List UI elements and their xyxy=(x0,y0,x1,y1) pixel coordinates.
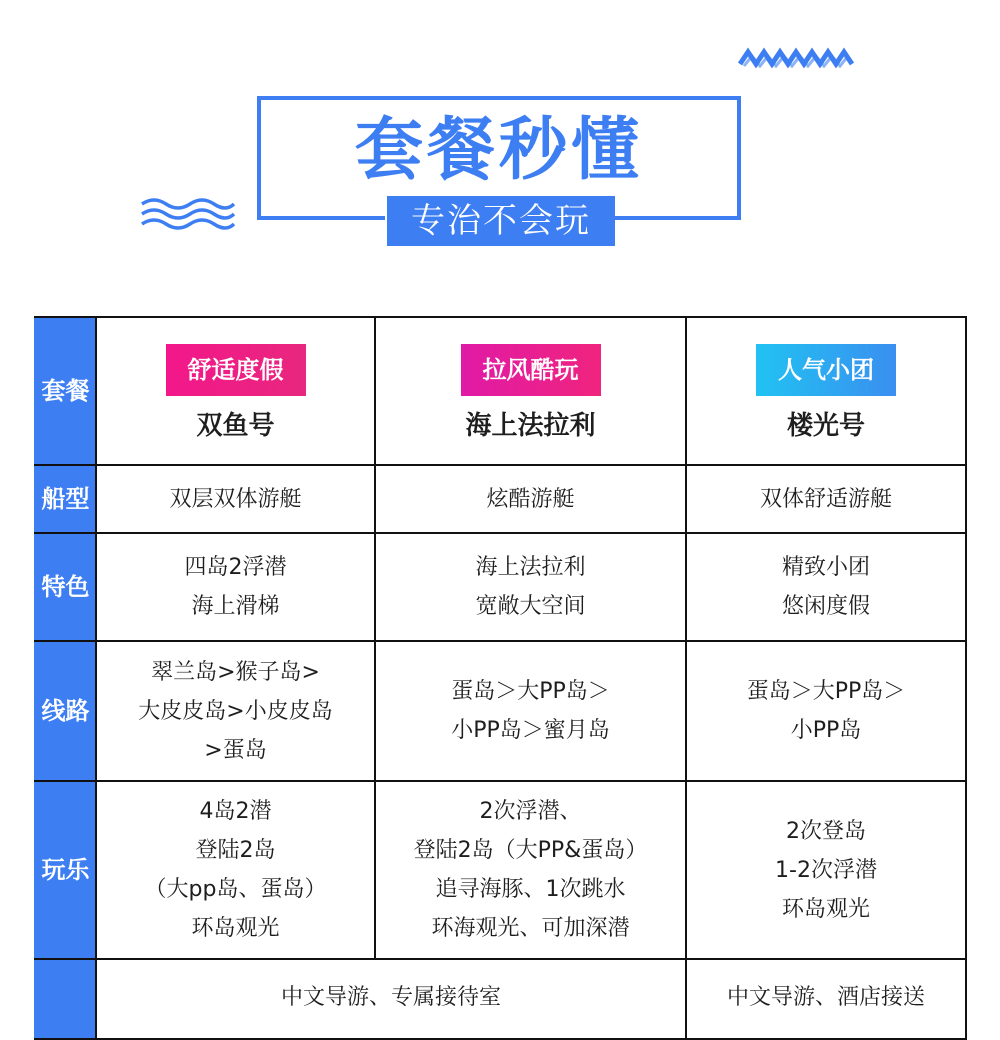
cell-line: 追寻海豚、1次跳水 xyxy=(435,877,626,902)
boat-name: 楼光号 xyxy=(786,411,865,441)
row-label-route: 线路 xyxy=(35,641,96,781)
package-tag-badge: 舒适度假 xyxy=(166,344,306,396)
cell-line: 海上法拉利 xyxy=(475,555,586,580)
table-row-features xyxy=(35,533,966,641)
row-label-service xyxy=(35,959,96,1039)
cell-line: 宽敞大空间 xyxy=(475,594,586,619)
cell-line: 精致小团 xyxy=(781,555,870,580)
table-row-service xyxy=(35,959,966,1039)
cell-line: 登陆2岛（大PP&蛋岛） xyxy=(413,838,648,863)
table-cell xyxy=(686,641,966,781)
cell-line: 4岛2潜 xyxy=(199,799,272,824)
table-cell: 中文导游、酒店接送 xyxy=(686,959,966,1039)
cell-line: 小PP岛 xyxy=(790,718,862,743)
table-cell xyxy=(96,533,375,641)
cell-line: 2次登岛 xyxy=(786,818,866,844)
cell-line: 大皮皮岛>小皮皮岛 xyxy=(138,698,333,724)
table-cell: 中文导游、专属接待室 xyxy=(96,959,686,1039)
header xyxy=(0,0,1000,300)
cell-line: 1-2次浮潜 xyxy=(775,857,877,883)
cell-line: （大pp岛、蛋岛） xyxy=(144,877,327,902)
cell-line: 2次浮潜、 xyxy=(479,799,582,824)
table-cell: 双体舒适游艇 xyxy=(686,465,966,533)
row-label-activities: 玩乐 xyxy=(35,781,96,959)
package-tag-badge: 拉风酷玩 xyxy=(461,344,601,396)
cell-line: 环岛观光 xyxy=(781,896,870,922)
cell-line: >蛋岛 xyxy=(204,737,267,763)
table-cell xyxy=(375,641,686,781)
package-cell-1 xyxy=(96,317,375,465)
table-cell xyxy=(686,781,966,959)
boat-name: 双鱼号 xyxy=(196,411,275,441)
table-cell xyxy=(96,641,375,781)
table-cell: 炫酷游艇 xyxy=(375,465,686,533)
row-label-boat-type: 船型 xyxy=(35,465,96,533)
row-label-features: 特色 xyxy=(35,533,96,641)
table-row-package xyxy=(35,317,966,465)
boat-name: 海上法拉利 xyxy=(465,411,596,441)
package-cell-2 xyxy=(375,317,686,465)
cell-line: 海上滑梯 xyxy=(191,594,280,619)
waves-decoration xyxy=(140,196,236,232)
cell-line: 小PP岛＞蜜月岛 xyxy=(451,718,610,743)
table-row-boat-type xyxy=(35,465,966,533)
table-row-activities xyxy=(35,781,966,959)
cell-line: 悠闲度假 xyxy=(781,594,870,619)
table-cell xyxy=(375,781,686,959)
cell-line: 蛋岛＞大PP岛＞ xyxy=(451,679,610,704)
page-title: 套餐秒懂 xyxy=(354,111,643,190)
cell-line: 环海观光、可加深潜 xyxy=(431,916,630,941)
page-subtitle: 专治不会玩 xyxy=(387,196,615,246)
table-cell xyxy=(375,533,686,641)
table-row-route xyxy=(35,641,966,781)
cell-line: 蛋岛＞大PP岛＞ xyxy=(746,679,906,704)
cell-line: 环岛观光 xyxy=(191,916,280,941)
cell-line: 登陆2岛 xyxy=(195,838,276,863)
table-cell xyxy=(96,781,375,959)
row-label-package: 套餐 xyxy=(35,317,96,465)
package-table xyxy=(34,316,967,1040)
cell-line: 四岛2浮潜 xyxy=(184,555,287,580)
zigzag-decoration xyxy=(738,44,858,68)
cell-line: 翠兰岛>猴子岛> xyxy=(151,659,320,685)
package-cell-3 xyxy=(686,317,966,465)
package-tag-badge: 人气小团 xyxy=(756,344,896,396)
table-cell: 双层双体游艇 xyxy=(96,465,375,533)
table-cell xyxy=(686,533,966,641)
